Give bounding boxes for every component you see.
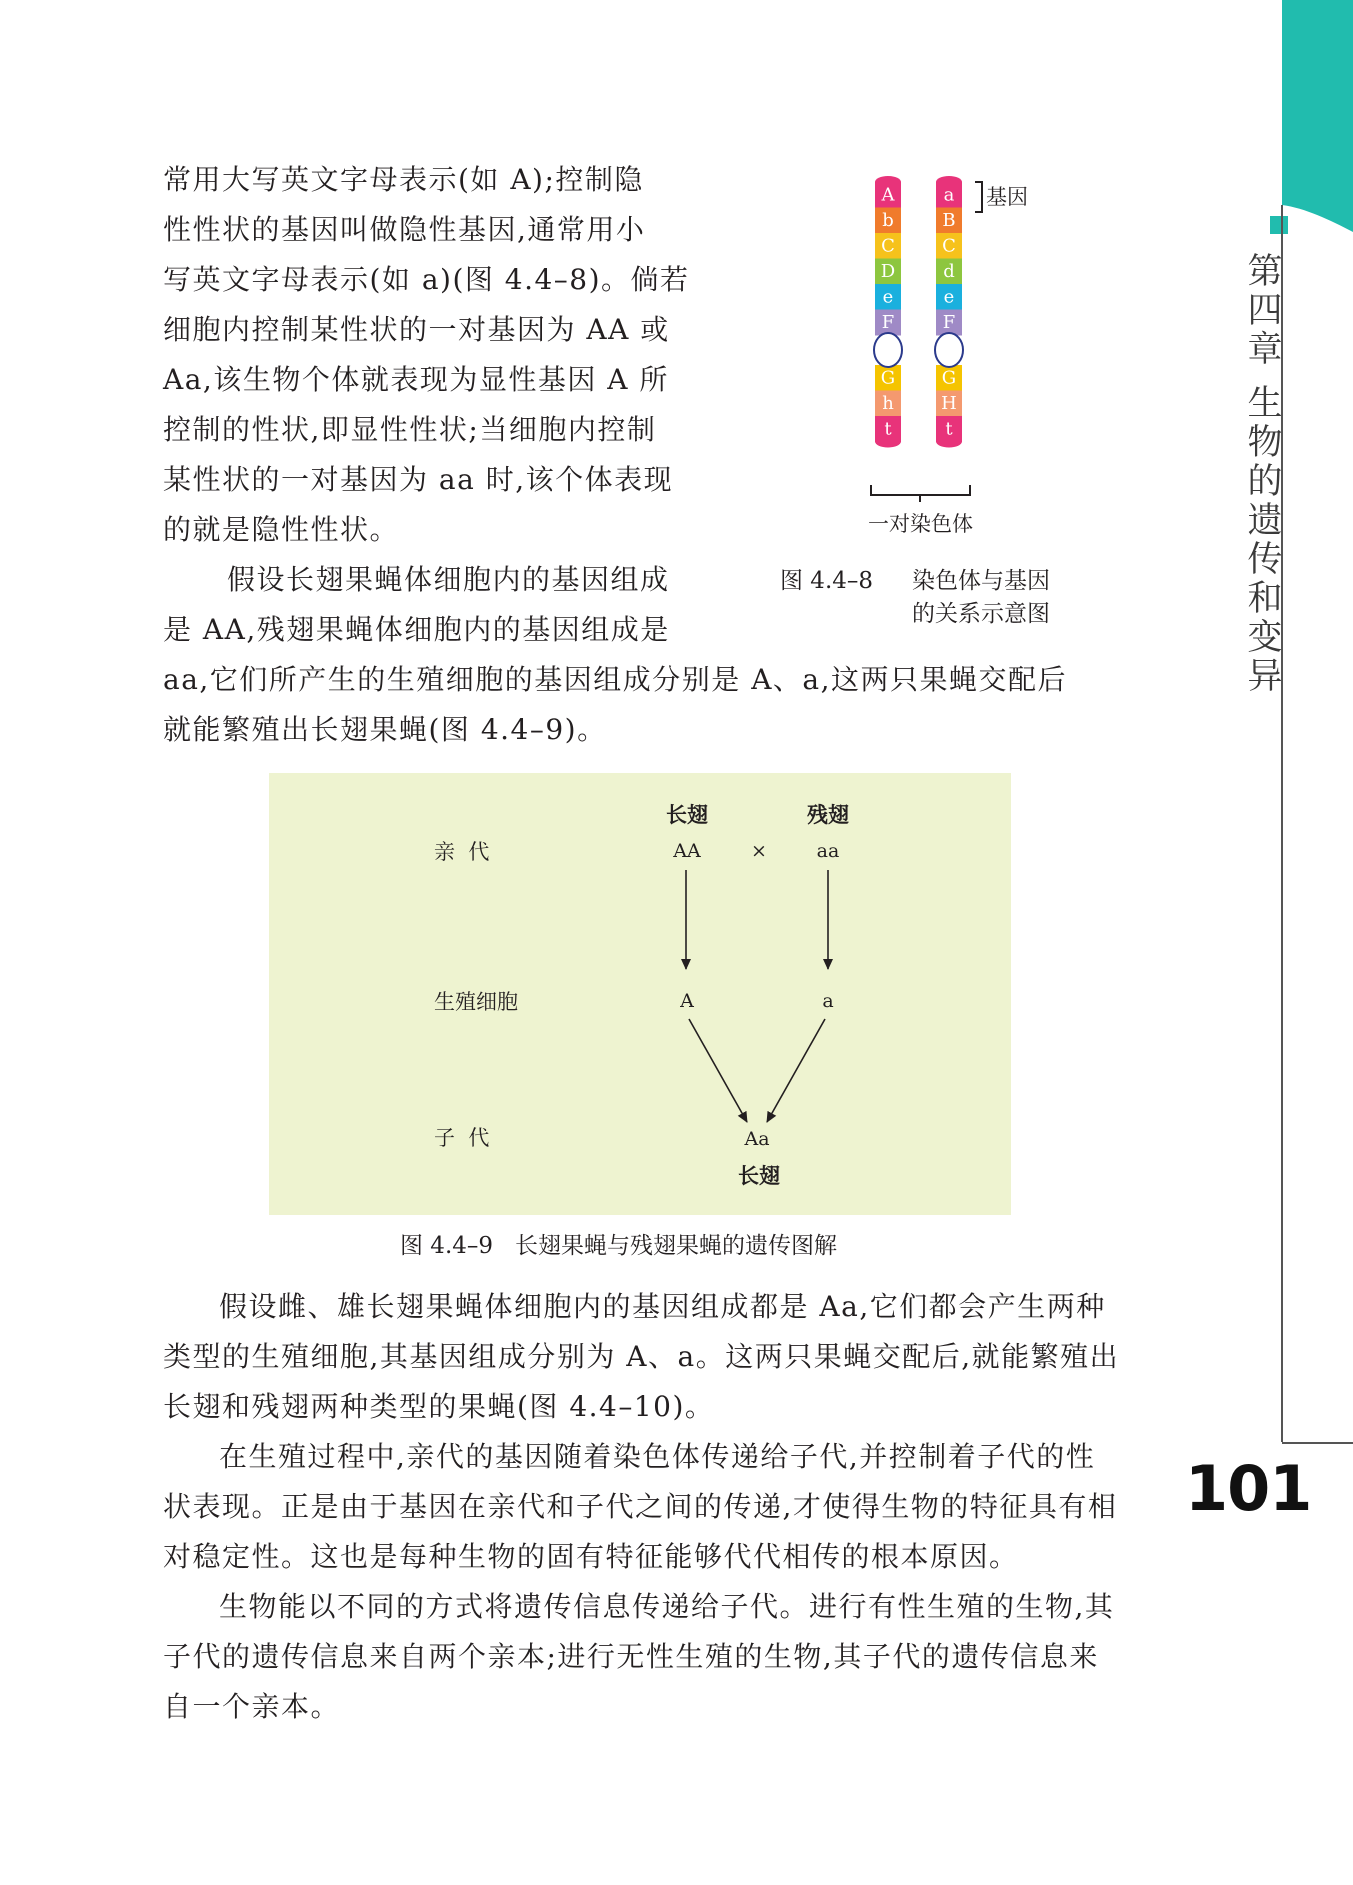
- left-gene-letter: D: [880, 260, 896, 282]
- pair-label: 一对染色体: [868, 512, 973, 536]
- left-gene-letter: e: [882, 286, 894, 308]
- caption-line: 染色体与基因: [912, 568, 1050, 594]
- body-paragraph: 生物能以不同的方式将遗传信息传递给子代。进行有性生殖的生物,其子代的遗传信息来自两个亲本;进行无性生殖的生物,其子代的遗传信息来自一个亲本。: [163, 1590, 1115, 1723]
- centromere: [935, 333, 963, 367]
- paragraph-3: [163, 1282, 1123, 1432]
- body-paragraph: 在生殖过程中,亲代的基因随着染色体传递给子代,并控制着子代的性状表现。正是由于基因在亲代和子代之间的传递,才使得生物的特征具有相对稳定性。这也是每种生物的固有特征能够代代相传的根本原因。: [163, 1440, 1118, 1573]
- text-line: 性性状的基因叫做隐性基因,通常用小: [163, 213, 646, 246]
- paragraph-1: [163, 155, 733, 555]
- gene-label: 基因: [986, 185, 1028, 209]
- text-line: 假设长翅果蝇体细胞内的基因组成: [227, 563, 670, 596]
- right-gene-letter: t: [945, 418, 953, 440]
- paragraph-4: [163, 1432, 1123, 1582]
- figure-4-4-8-caption: [780, 565, 1080, 631]
- page-number: 101: [1185, 1452, 1312, 1525]
- body-paragraph: 假设雌、雄长翅果蝇体细胞内的基因组成都是 Aa,它们都会产生两种类型的生殖细胞,其基因组成分别为 A、a。这两只果蝇交配后,就能繁殖出长翅和残翅两种类型的果蝇(图 4.4–10)。: [163, 1290, 1120, 1423]
- inheritance-diagram: [269, 773, 1011, 1215]
- left-gene-letter: A: [881, 184, 895, 206]
- figure-4-4-9-caption: 图 4.4–9 长翅果蝇与残翅果蝇的遗传图解: [400, 1233, 837, 1259]
- diagram-background: [269, 773, 1011, 1215]
- right-gene-letter: C: [942, 235, 956, 257]
- left-parent-trait: 长翅: [666, 802, 708, 827]
- parent-row-label: 亲 代: [434, 840, 490, 864]
- pair-bracket: [871, 485, 970, 502]
- right-parent-genotype: aa: [816, 840, 840, 862]
- offspring-row-label: 子 代: [434, 1126, 490, 1150]
- left-gene-letter: b: [882, 209, 894, 231]
- left-parent-genotype: AA: [673, 840, 701, 862]
- right-gene-letter: G: [941, 367, 957, 389]
- text-line: Aa,该生物个体就表现为显性基因 A 所: [163, 363, 669, 396]
- text-line: 就能繁殖出长翅果蝇(图 4.4–9)。: [163, 713, 607, 746]
- chapter-title: 第四章 生物的遗传和变异: [1242, 252, 1282, 697]
- right-gene-letter: a: [943, 184, 955, 206]
- left-chromosome: [874, 176, 902, 448]
- paragraph-5: [163, 1582, 1123, 1732]
- left-gene-letter: F: [881, 311, 895, 333]
- caption-number: 图 4.4–8: [780, 568, 874, 594]
- right-gene-letter: F: [942, 311, 956, 333]
- gamete-row-label: 生殖细胞: [434, 990, 518, 1014]
- right-chromosome: [935, 176, 963, 448]
- text-line: 常用大写英文字母表示(如 A);控制隐: [163, 163, 644, 196]
- left-gene-letter: G: [880, 367, 896, 389]
- right-gene-letter: H: [941, 392, 957, 414]
- left-gene-letter: t: [884, 418, 892, 440]
- offspring-trait: 长翅: [738, 1163, 780, 1188]
- chromosome-figure: [860, 170, 1060, 550]
- right-parent-trait: 残翅: [807, 802, 849, 827]
- gene-bracket: [975, 182, 982, 212]
- caption-line: 的关系示意图: [912, 601, 1050, 627]
- right-gene-letter: d: [943, 260, 955, 282]
- text-line: 的就是隐性性状。: [163, 513, 400, 546]
- text-line: 某性状的一对基因为 aa 时,该个体表现: [163, 463, 674, 496]
- right-gene-letter: B: [942, 209, 956, 231]
- cross-symbol: ×: [751, 840, 767, 862]
- centromere: [874, 333, 902, 367]
- text-line: 是 AA,残翅果蝇体细胞内的基因组成是: [163, 613, 670, 646]
- text-line: aa,它们所产生的生殖细胞的基因组成分别是 A、a,这两只果蝇交配后: [163, 663, 1068, 696]
- left-gene-letter: C: [881, 235, 895, 257]
- right-gene-letter: e: [943, 286, 955, 308]
- left-gamete: A: [680, 990, 694, 1012]
- left-gene-letter: h: [882, 392, 894, 414]
- text-line: 控制的性状,即显性性状;当细胞内控制: [163, 413, 657, 446]
- offspring-genotype: Aa: [744, 1128, 770, 1150]
- text-line: 写英文字母表示(如 a)(图 4.4–8)。倘若: [163, 263, 690, 296]
- right-gamete: a: [822, 990, 834, 1012]
- text-line: 细胞内控制某性状的一对基因为 AA 或: [163, 313, 670, 346]
